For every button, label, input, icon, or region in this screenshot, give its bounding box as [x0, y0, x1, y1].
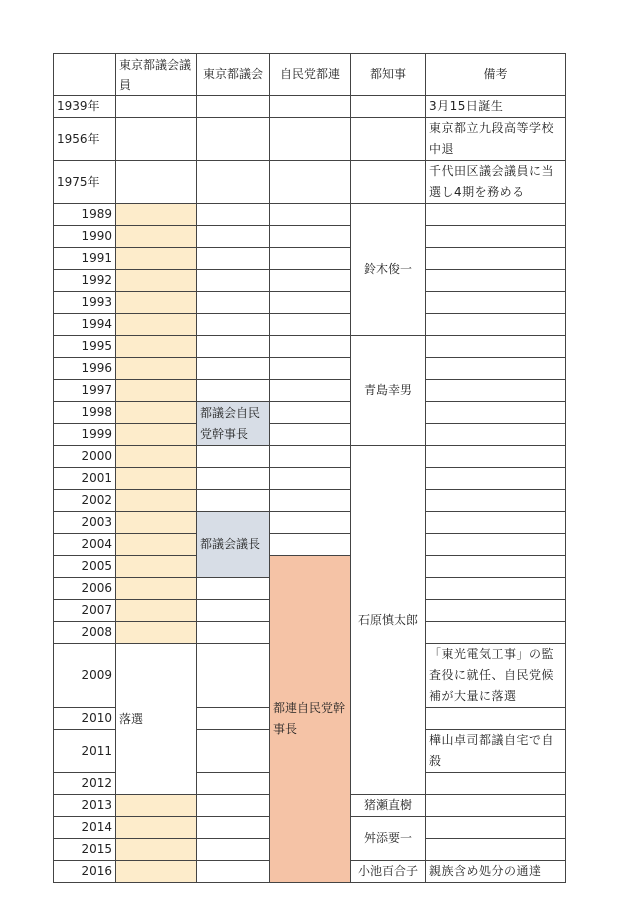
governor-cell: 舛添要一	[351, 817, 426, 861]
table-row	[54, 380, 566, 402]
member-cell	[116, 446, 197, 468]
year-cell: 1956年	[54, 118, 116, 161]
table-row	[54, 336, 566, 358]
year-cell: 1989	[54, 204, 116, 226]
table-row	[54, 490, 566, 512]
table-row	[54, 468, 566, 490]
header-year	[54, 54, 116, 96]
member-cell	[116, 795, 197, 817]
table-row	[54, 270, 566, 292]
governor-cell: 鈴木俊一	[351, 204, 426, 336]
table-row	[54, 556, 566, 578]
year-cell: 2000	[54, 446, 116, 468]
year-cell: 1996	[54, 358, 116, 380]
remark-cell: 千代田区議会議員に当選し4期を務める	[426, 161, 566, 204]
member-cell	[116, 336, 197, 358]
year-cell: 2004	[54, 534, 116, 556]
year-cell: 2011	[54, 730, 116, 773]
year-cell: 1998	[54, 402, 116, 424]
table-row	[54, 248, 566, 270]
member-cell	[116, 424, 197, 446]
member-cell	[116, 468, 197, 490]
year-cell: 1992	[54, 270, 116, 292]
politician-timeline-table	[53, 53, 566, 883]
year-cell: 1994	[54, 314, 116, 336]
table-row	[54, 118, 566, 161]
remark-cell: 3月15日誕生	[426, 96, 566, 118]
year-cell: 1997	[54, 380, 116, 402]
year-cell: 2015	[54, 839, 116, 861]
year-cell: 2006	[54, 578, 116, 600]
table-row	[54, 204, 566, 226]
governor-cell: 青島幸男	[351, 336, 426, 446]
year-cell: 2002	[54, 490, 116, 512]
year-cell: 1995	[54, 336, 116, 358]
member-cell	[116, 380, 197, 402]
governor-cell: 小池百合子	[351, 861, 426, 883]
year-cell: 2016	[54, 861, 116, 883]
year-cell: 1993	[54, 292, 116, 314]
year-cell: 2003	[54, 512, 116, 534]
member-cell	[116, 556, 197, 578]
table-row	[54, 424, 566, 446]
remark-cell: 樺山卓司都議自宅で自殺	[426, 730, 566, 773]
year-cell: 1939年	[54, 96, 116, 118]
table-row	[54, 402, 566, 424]
header-governor: 都知事	[351, 54, 426, 96]
table-row	[54, 512, 566, 534]
header-ldp-tokyo: 自民党都連	[270, 54, 351, 96]
remark-cell: 「東光電気工事」の監査役に就任、自民党候補が大量に落選	[426, 644, 566, 708]
year-cell: 1999	[54, 424, 116, 446]
governor-cell: 石原慎太郎	[351, 446, 426, 795]
member-status-cell: 落選	[116, 644, 197, 795]
member-cell	[116, 270, 197, 292]
member-cell	[116, 358, 197, 380]
ldp-post-cell: 都連自民党幹事長	[270, 556, 351, 883]
year-cell: 2001	[54, 468, 116, 490]
remark-cell: 東京都立九段高等学校中退	[426, 118, 566, 161]
table-row	[54, 226, 566, 248]
year-cell: 1975年	[54, 161, 116, 204]
table-row	[54, 534, 566, 556]
table-row	[54, 446, 566, 468]
member-cell	[116, 839, 197, 861]
header-tokyo-assembly-member: 東京都議会議員	[116, 54, 197, 96]
table-row	[54, 358, 566, 380]
table-row	[54, 314, 566, 336]
header-remarks: 備考	[426, 54, 566, 96]
year-cell: 2007	[54, 600, 116, 622]
year-cell: 2008	[54, 622, 116, 644]
year-cell: 1991	[54, 248, 116, 270]
member-cell	[116, 861, 197, 883]
member-cell	[116, 292, 197, 314]
header-tokyo-assembly: 東京都議会	[197, 54, 270, 96]
member-cell	[116, 402, 197, 424]
member-cell	[116, 817, 197, 839]
header-row	[54, 54, 566, 96]
assembly-post-cell: 都議会自民党幹事長	[197, 402, 270, 446]
year-cell: 2012	[54, 773, 116, 795]
table-row	[54, 161, 566, 204]
member-cell	[116, 534, 197, 556]
member-cell	[116, 490, 197, 512]
member-cell	[116, 314, 197, 336]
member-cell	[116, 226, 197, 248]
year-cell: 2010	[54, 708, 116, 730]
member-cell	[116, 622, 197, 644]
remark-cell: 親族含め処分の通達	[426, 861, 566, 883]
year-cell: 2014	[54, 817, 116, 839]
year-cell: 2005	[54, 556, 116, 578]
governor-cell: 猪瀬直樹	[351, 795, 426, 817]
member-cell	[116, 204, 197, 226]
assembly-post-cell: 都議会議長	[197, 512, 270, 578]
member-cell	[116, 512, 197, 534]
year-cell: 2013	[54, 795, 116, 817]
table-row	[54, 96, 566, 118]
year-cell: 2009	[54, 644, 116, 708]
member-cell	[116, 578, 197, 600]
year-cell: 1990	[54, 226, 116, 248]
member-cell	[116, 600, 197, 622]
member-cell	[116, 248, 197, 270]
table-row	[54, 292, 566, 314]
